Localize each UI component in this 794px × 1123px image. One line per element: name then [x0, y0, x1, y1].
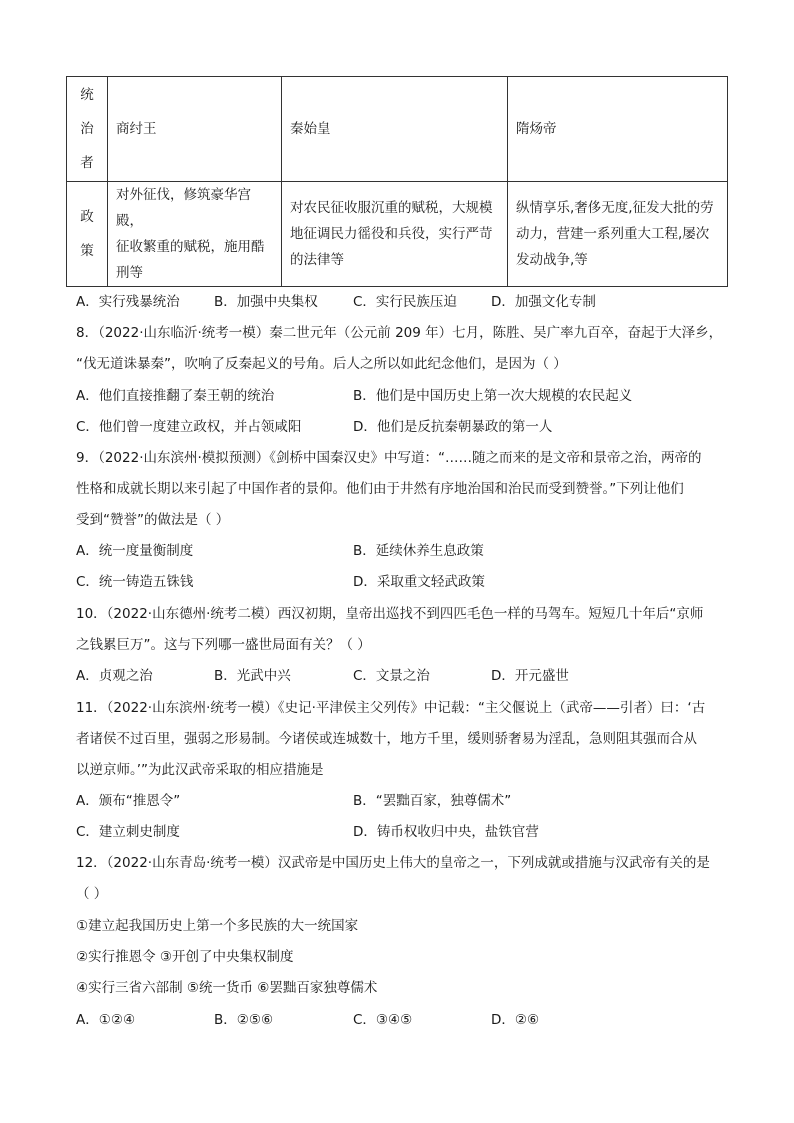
q11-stem-line-2: 者诸侯不过百里，强弱之形易制。今诸侯或连城数十，地方千里，缓则骄奢易为淫乱，急则阻其强而合从	[76, 731, 697, 747]
q12-item-line-2: ②实行推恩令 ③开创了中央集权制度	[76, 949, 294, 965]
q12-option-a: A．①②④	[76, 1012, 136, 1028]
row-header-policy	[67, 182, 108, 287]
q12-stem-line-1: 12．（2022·山东青岛·统考一模）汉武帝是中国历史上伟大的皇帝之一，下列成就或措施与汉武帝有关的是	[76, 855, 710, 871]
q11-option-c: C．建立刺史制度	[76, 824, 180, 840]
q10-option-c: C．文景之治	[353, 668, 430, 684]
q9-stem-line-2: 性格和成就长期以来引起了中国作者的景仰。他们由于井然有序地治国和治民而受到赞誉。”下列让他们	[76, 481, 684, 497]
q7-option-c: C．实行民族压迫	[353, 294, 457, 310]
q9-option-d: D．采取重文轻武政策	[353, 574, 485, 590]
q11-option-d: D．铸币权收归中央，盐铁官营	[353, 824, 539, 840]
q8-option-d: D．他们是反抗秦朝暴政的第一人	[353, 419, 553, 435]
row-header-rulers	[67, 77, 108, 182]
q11-option-a: A．颁布“推恩令”	[76, 793, 181, 809]
row-header-text: 政 策	[80, 209, 94, 259]
q12-item-line-1: ①建立起我国历史上第一个多民族的大一统国家	[76, 918, 359, 934]
cell-ruler-2: 秦始皇	[282, 77, 508, 182]
q10-stem-line-1: 10．（2022·山东德州·统考二模）西汉初期，皇帝出巡找不到四匹毛色一样的马驾车。短短几十年后“京师	[76, 606, 704, 622]
q10-stem-line-2: 之钱累巨万”。这与下列哪一盛世局面有关？（ ）	[76, 637, 371, 653]
q7-option-b: B．加强中央集权	[214, 294, 318, 310]
q8-option-b: B．他们是中国历史上第一次大规模的农民起义	[353, 388, 633, 404]
table-row	[67, 77, 728, 182]
q11-stem-line-1: 11．（2022·山东滨州·统考一模）《史记·平津侯主父列传》中记载：“主父偃说上（武帝——引者）曰：‘古	[76, 700, 706, 716]
q9-option-c: C．统一铸造五铢钱	[76, 574, 194, 590]
q12-stem-line-2: （ ）	[76, 886, 108, 902]
table-row	[67, 182, 728, 287]
q12-item-line-3: ④实行三省六部制 ⑤统一货币 ⑥罢黜百家独尊儒术	[76, 980, 378, 996]
q10-option-a: A．贞观之治	[76, 668, 153, 684]
q10-option-b: B．光武中兴	[214, 668, 291, 684]
cell-policy-3: 纵情享乐,奢侈无度,征发大批的劳 动力，营建一系列重大工程,屡次 发动战争,等	[508, 182, 728, 287]
q9-option-a: A．统一度量衡制度	[76, 543, 194, 559]
cell-policy-1: 对外征伐，修筑豪华宫殿， 征收繁重的赋税，施用酷 刑等	[108, 182, 282, 287]
q8-stem-line-1: 8．（2022·山东临沂·统考一模）秦二世元年（公元前 209 年）七月，陈胜、吴广率九百卒，奋起于大泽乡，	[76, 325, 723, 341]
row-header-text: 统 治 者	[80, 87, 94, 171]
q8-option-a: A．他们直接推翻了秦王朝的统治	[76, 388, 275, 404]
q8-option-c: C．他们曾一度建立政权，并占领咸阳	[76, 419, 302, 435]
q9-stem-line-1: 9．（2022·山东滨州·模拟预测）《剑桥中国秦汉史》中写道：“……随之而来的是文帝和景帝之治，两帝的	[76, 450, 702, 466]
cell-policy-2: 对农民征收服沉重的赋税，大规模 地征调民力徭役和兵役，实行严苛 的法律等	[282, 182, 508, 287]
cell-ruler-3: 隋炀帝	[508, 77, 728, 182]
q7-option-a: A．实行残暴统治	[76, 294, 180, 310]
q9-stem-line-3: 受到“赞誉”的做法是（ ）	[76, 512, 230, 528]
cell-ruler-1: 商纣王	[108, 77, 282, 182]
comparison-table	[66, 76, 728, 287]
q12-option-b: B．②⑤⑥	[214, 1012, 274, 1028]
q12-option-c: C．③④⑤	[353, 1012, 413, 1028]
q9-option-b: B．延续休养生息政策	[353, 543, 484, 559]
q7-option-d: D．加强文化专制	[491, 294, 596, 310]
q11-option-b: B．“罢黜百家，独尊儒术”	[353, 793, 512, 809]
q8-stem-line-2: “伐无道诛暴秦”，吹响了反秦起义的号角。后人之所以如此纪念他们，是因为（ ）	[76, 356, 567, 372]
q11-stem-line-3: 以逆京师。’”为此汉武帝采取的相应措施是	[76, 762, 324, 778]
q12-option-d: D．②⑥	[491, 1012, 540, 1028]
q10-option-d: D．开元盛世	[491, 668, 569, 684]
